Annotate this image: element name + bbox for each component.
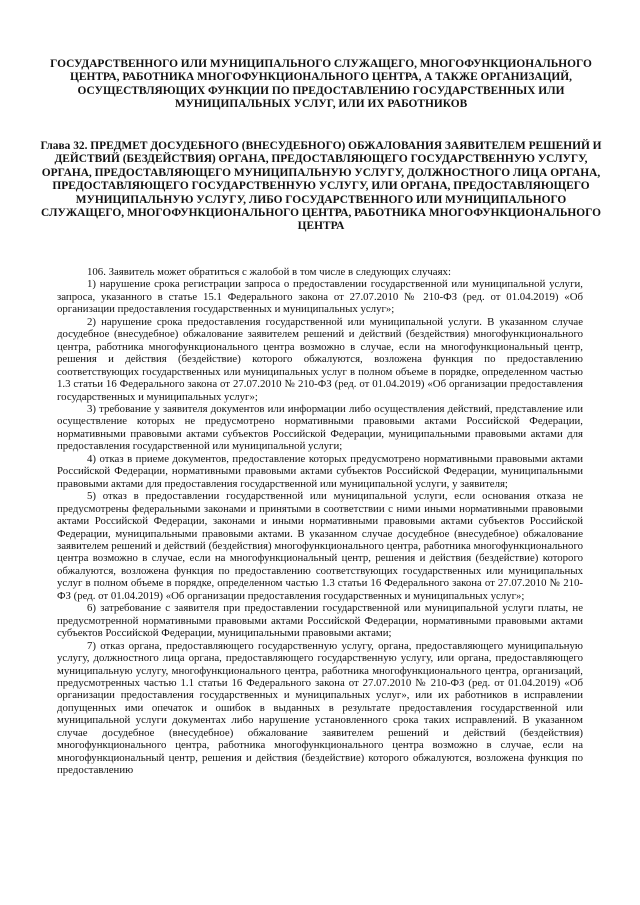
document-body [57,266,583,777]
paragraph-item-3: 3) требование у заявителя документов или информации либо осуществления действий, представление или осуществление которых не предусмотрено нормативными правовыми актами Российской Федерации, нормативными правовыми актами субъектов Российской Федерации, муниципальными правовыми актами для предоставления государственной или муниципальной услуги; [57,402,583,453]
section-heading: ГОСУДАРСТВЕННОГО ИЛИ МУНИЦИПАЛЬНОГО СЛУЖАЩЕГО, МНОГОФУНКЦИОНАЛЬНОГО ЦЕНТРА, РАБОТНИКА МНОГОФУНКЦИОНАЛЬНОГО ЦЕНТРА, А ТАКЖЕ ОРГАНИЗАЦИЙ, ОСУЩЕСТВЛЯЮЩИХ ФУНКЦИИ ПО ПРЕДОСТАВЛЕНИЮ ГОСУДАРСТВЕННЫХ ИЛИ МУНИЦИПАЛЬНЫХ УСЛУГ, ИЛИ ИХ РАБОТНИКОВ [50,58,592,111]
paragraph-item-4: 4) отказ в приеме документов, предоставление которых предусмотрено нормативными правовыми актами Российской Федерации, нормативными правовыми актами субъектов Российской Федерации, муниципальными правовыми актами для предоставления государственной или муниципальной услуги, у заявителя; [57,452,583,490]
chapter-heading: Глава 32. ПРЕДМЕТ ДОСУДЕБНОГО (ВНЕСУДЕБНОГО) ОБЖАЛОВАНИЯ ЗАЯВИТЕЛЕМ РЕШЕНИЙ И ДЕЙСТВИЙ (БЕЗДЕЙСТВИЯ) ОРГАНА, ПРЕДОСТАВЛЯЮЩЕГО ГОСУДАРСТВЕННУЮ УСЛУГУ, ОРГАНА, ПРЕДОСТАВЛЯЮЩЕГО МУНИЦИПАЛЬНУЮ УСЛУГУ, ДОЛЖНОСТНОГО ЛИЦА ОРГАНА, ПРЕДОСТАВЛЯЮЩЕГО ГОСУДАРСТВЕННУЮ УСЛУГУ, ИЛИ ОРГАНА, ПРЕДОСТАВЛЯЮЩЕГО МУНИЦИПАЛЬНУЮ УСЛУГУ, ЛИБО ГОСУДАРСТВЕННОГО ИЛИ МУНИЦИПАЛЬНОГО СЛУЖАЩЕГО, МНОГОФУНКЦИОНАЛЬНОГО ЦЕНТРА, РАБОТНИКА МНОГОФУНКЦИОНАЛЬНОГО ЦЕНТРА [40,140,602,233]
paragraph-106-intro: 106. Заявитель может обратиться с жалобой в том числе в следующих случаях: [87,266,451,278]
paragraph-item-6: 6) затребование с заявителя при предоставлении государственной или муниципальной услуги платы, не предусмотренной нормативными правовыми актами Российской Федерации, нормативными правовыми актами субъектов Российской Федерации, муниципальными правовыми актами; [57,602,583,640]
paragraph-item-2: 2) нарушение срока предоставления государственной или муниципальной услуги. В указанном случае досудебное (внесудебное) обжалование заявителем решений и действий (бездействия) многофункционального центра, работника многофункционального центра возможно в случае, если на многофункциональный центр, решения и действия (бездействие) которого обжалуются, возложена функция по предоставлению соответствующих государственных или муниципальных услуг в полном объеме в порядке, определенном частью 1.3 статьи 16 Федерального закона от 27.07.2010 № 210-ФЗ (ред. от 01.04.2019) «Об организации предоставления государственных и муниципальных услуг»; [57,315,583,403]
paragraph-item-5: 5) отказ в предоставлении государственной или муниципальной услуги, если основания отказа не предусмотрены федеральными законами и принятыми в соответствии с ними иными нормативными правовыми актами Российской Федерации, законами и иными нормативными правовыми актами субъектов Российской Федерации, муниципальными правовыми актами. В указанном случае досудебное (внесудебное) обжалование заявителем решений и действий (бездействия) многофункционального центра, работника многофункционального центра возможно в случае, если на многофункциональный центр, решения и действия (бездействие) которого обжалуются, возложена функция по предоставлению соответствующих государственных или муниципальных услуг в полном объеме в порядке, определенном частью 1.3 статьи 16 Федерального закона от 27.07.2010 № 210-ФЗ (ред. от 01.04.2019) «Об организации предоставления государственных и муниципальных услуг»; [57,490,583,602]
paragraph-item-7: 7) отказ органа, предоставляющего государственную услугу, органа, предоставляющего муниципальную услугу, должностного лица органа, предоставляющего государственную услугу, или органа, предоставляющего муниципальную услугу, многофункционального центра, работника многофункционального центра, организаций, предусмотренных частью 1.1 статьи 16 Федерального закона от 27.07.2010 № 210-ФЗ (ред. от 01.04.2019) «Об организации предоставления государственных и муниципальных услуг», или их работников в исправлении допущенных ими опечаток и ошибок в выданных в результате предоставления государственной или муниципальной услуги документах либо нарушение установленного срока таких исправлений. В указанном случае досудебное (внесудебное) обжалование заявителем решений и действий (бездействия) многофункционального центра, работника многофункционального центра возможно в случае, если на многофункциональный центр, решения и действия (бездействие) которого обжалуются, возложена функция по предоставлению [57,639,583,777]
paragraph-item-1: 1) нарушение срока регистрации запроса о предоставлении государственной или муниципальной услуги, запроса, указанного в статье 15.1 Федерального закона от 27.07.2010 № 210-ФЗ (ред. от 01.04.2019) «Об организации предоставления государственных и муниципальных услуг»; [57,278,583,316]
